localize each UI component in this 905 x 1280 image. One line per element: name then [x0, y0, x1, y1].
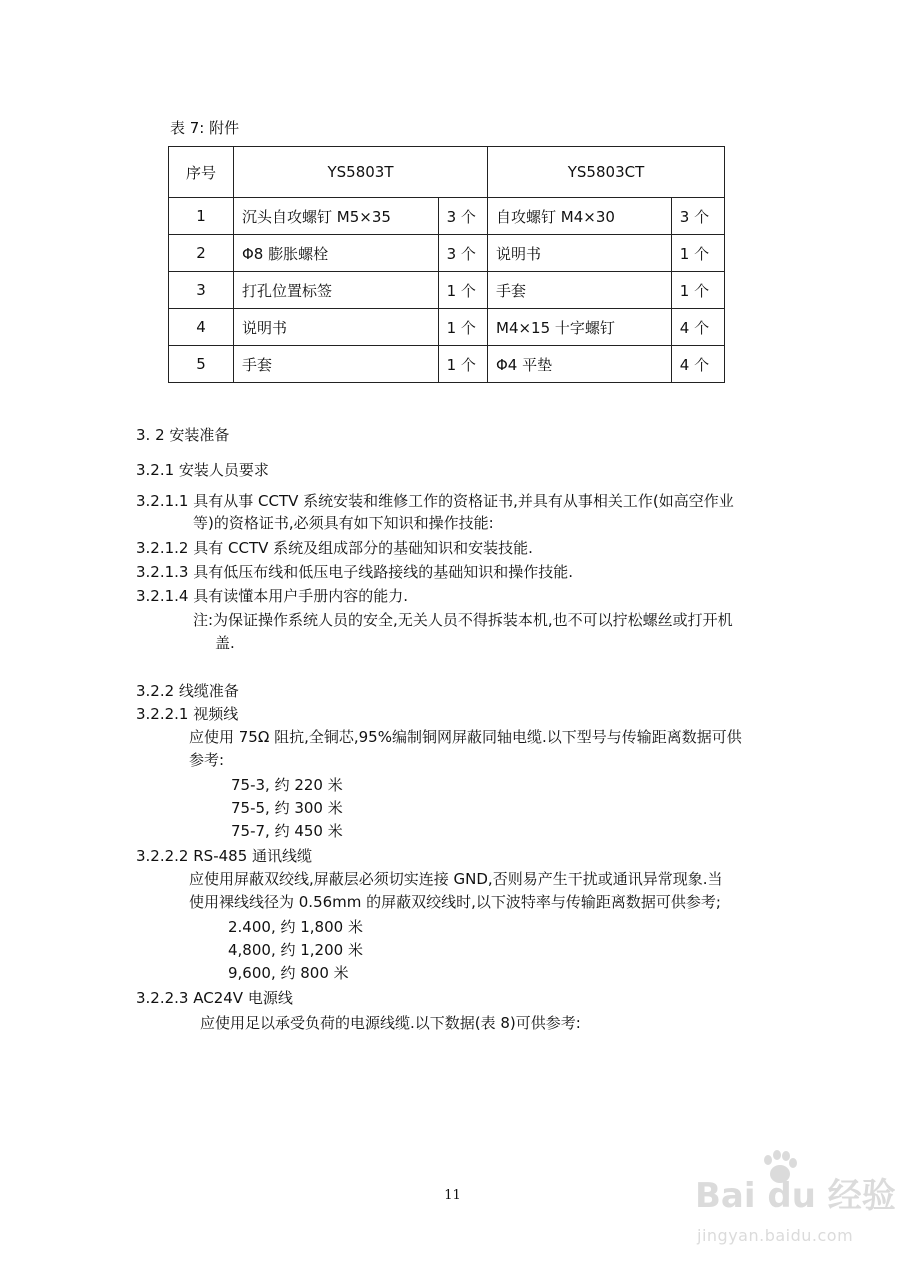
- row-b-qty: 1 个: [671, 272, 724, 309]
- list-item: 75-5, 约 300 米: [231, 799, 343, 817]
- row-b-item: 手套: [488, 272, 672, 309]
- section-heading: 3. 2 安装准备: [136, 426, 230, 444]
- subsection-heading: 3.2.1 安装人员要求: [136, 461, 269, 479]
- row-b-item: 自攻螺钉 M4×30: [488, 198, 672, 235]
- row-b-qty: 3 个: [671, 198, 724, 235]
- paragraph-line: 3.2.1.3 具有低压布线和低压电子线路接线的基础知识和操作技能.: [136, 563, 574, 581]
- table-header-row: [169, 147, 725, 198]
- paragraph-line: 应使用 75Ω 阻抗,全铜芯,95%编制铜网屏蔽同轴电缆.以下型号与传输距离数据可供: [189, 728, 742, 746]
- list-item: 9,600, 约 800 米: [228, 964, 349, 982]
- row-a-item: 说明书: [234, 309, 439, 346]
- paragraph-line: 应使用屏蔽双绞线,屏蔽层必须切实连接 GND,否则易产生干扰或通讯异常现象.当: [189, 870, 723, 888]
- subsection-heading: 3.2.2 线缆准备: [136, 682, 239, 700]
- table-row: [169, 235, 725, 272]
- row-a-item: Φ8 膨胀螺栓: [234, 235, 439, 272]
- row-b-item: Φ4 平垫: [488, 346, 672, 383]
- list-item: 75-3, 约 220 米: [231, 776, 343, 794]
- row-a-qty: 1 个: [438, 346, 487, 383]
- row-b-item: 说明书: [488, 235, 672, 272]
- header-serial: 序号: [169, 147, 234, 198]
- row-a-item: 手套: [234, 346, 439, 383]
- row-a-item: 打孔位置标签: [234, 272, 439, 309]
- header-model-b: YS5803CT: [488, 147, 725, 198]
- row-a-qty: 3 个: [438, 198, 487, 235]
- paragraph-line: 使用裸线线径为 0.56mm 的屏蔽双绞线时,以下波特率与传输距离数据可供参考;: [189, 893, 721, 911]
- list-item: 75-7, 约 450 米: [231, 822, 343, 840]
- list-item: 2.400, 约 1,800 米: [228, 918, 363, 936]
- note-line: 盖.: [215, 634, 235, 652]
- list-item: 4,800, 约 1,200 米: [228, 941, 363, 959]
- table-row: [169, 198, 725, 235]
- paragraph-line: 3.2.2.3 AC24V 电源线: [136, 989, 293, 1007]
- row-no: 2: [169, 235, 234, 272]
- table-row: [169, 346, 725, 383]
- paragraph-line: 3.2.1.4 具有读懂本用户手册内容的能力.: [136, 587, 409, 605]
- table-caption: 表 7: 附件: [170, 119, 240, 137]
- row-no: 4: [169, 309, 234, 346]
- row-b-qty: 4 个: [671, 309, 724, 346]
- note-line: 注:为保证操作系统人员的安全,无关人员不得拆装本机,也不可以拧松螺丝或打开机: [193, 611, 733, 629]
- row-b-item: M4×15 十字螺钉: [488, 309, 672, 346]
- row-b-qty: 4 个: [671, 346, 724, 383]
- paragraph-line: 应使用足以承受负荷的电源线缆.以下数据(表 8)可供参考:: [200, 1014, 581, 1032]
- page-number: 11: [444, 1188, 461, 1203]
- table-row: [169, 309, 725, 346]
- row-b-qty: 1 个: [671, 235, 724, 272]
- row-no: 1: [169, 198, 234, 235]
- row-a-item: 沉头自攻螺钉 M5×35: [234, 198, 439, 235]
- row-a-qty: 3 个: [438, 235, 487, 272]
- paragraph-line: 等)的资格证书,必须具有如下知识和操作技能:: [193, 514, 494, 532]
- watermark-logo: Bai du 经验: [695, 1176, 896, 1216]
- paragraph-line: 3.2.2.2 RS-485 通讯线缆: [136, 847, 313, 865]
- paragraph-line: 3.2.1.2 具有 CCTV 系统及组成部分的基础知识和安装技能.: [136, 539, 533, 557]
- row-no: 3: [169, 272, 234, 309]
- watermark: [695, 1150, 896, 1265]
- row-a-qty: 1 个: [438, 272, 487, 309]
- paragraph-line: 3.2.1.1 具有从事 CCTV 系统安装和维修工作的资格证书,并具有从事相关工作(如高空作业: [136, 492, 734, 510]
- header-model-a: YS5803T: [234, 147, 488, 198]
- paragraph-line: 参考:: [189, 751, 225, 769]
- row-no: 5: [169, 346, 234, 383]
- table-row: [169, 272, 725, 309]
- row-a-qty: 1 个: [438, 309, 487, 346]
- paragraph-line: 3.2.2.1 视频线: [136, 705, 239, 723]
- accessories-table: [168, 146, 725, 383]
- watermark-url: jingyan.baidu.com: [697, 1226, 854, 1245]
